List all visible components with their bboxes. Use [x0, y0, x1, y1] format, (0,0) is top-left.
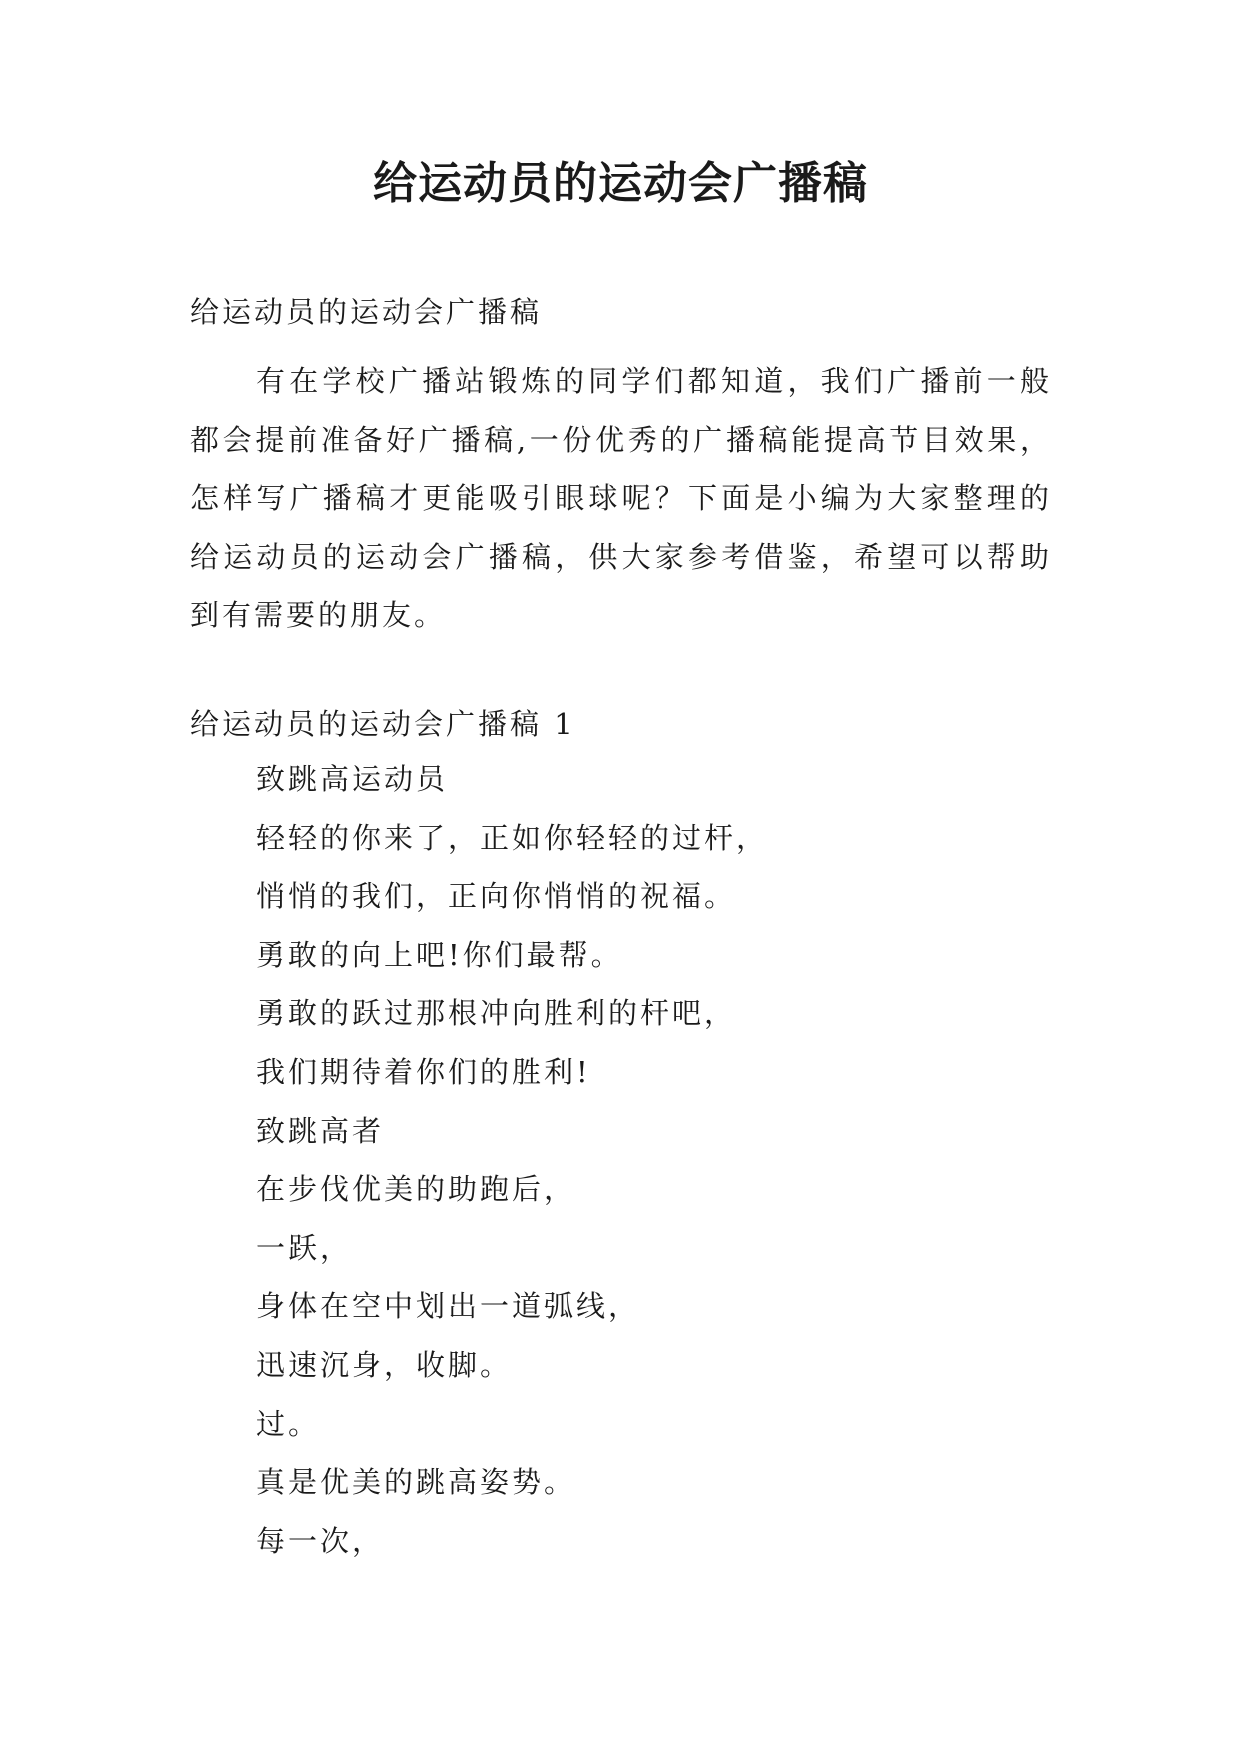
poem-line: 身体在空中划出一道弧线，	[256, 1289, 641, 1324]
poem-line: 勇敢的向上吧!你们最帮。	[256, 937, 623, 972]
poem-line: 一跃，	[256, 1230, 353, 1265]
poem-line: 致跳高运动员	[256, 762, 449, 796]
section-heading: 给运动员的运动会广播稿 1	[190, 707, 576, 741]
poem-line: 我们期待着你们的胜利!	[256, 1054, 591, 1089]
document-subtitle: 给运动员的运动会广播稿	[190, 295, 543, 329]
poem-lines	[256, 757, 1056, 1577]
poem-line: 轻轻的你来了，正如你轻轻的过杆，	[256, 820, 769, 855]
poem-line: 致跳高者	[256, 1113, 385, 1148]
poem-line: 迅速沉身，收脚。	[256, 1347, 513, 1382]
poem-line: 每一次，	[256, 1523, 385, 1558]
poem-line: 在步伐优美的助跑后，	[256, 1172, 577, 1207]
poem-line: 过。	[256, 1406, 321, 1441]
poem-line: 勇敢的跃过那根冲向胜利的杆吧，	[256, 996, 737, 1031]
poem-line: 真是优美的跳高姿势。	[256, 1465, 577, 1500]
document-title: 给运动员的运动会广播稿	[373, 158, 868, 209]
poem-line: 悄悄的我们，正向你悄悄的祝福。	[256, 879, 737, 914]
intro-paragraph: 有在学校广播站锻炼的同学们都知道，我们广播前一般都会提前准备好广播稿,一份优秀的广播稿能提高节目效果，怎样写广播稿才更能吸引眼球呢？下面是小编为大家整理的给运动员的运动会广播稿，供大家参考借鉴，希望可以帮助到有需要的朋友。	[190, 364, 1052, 632]
